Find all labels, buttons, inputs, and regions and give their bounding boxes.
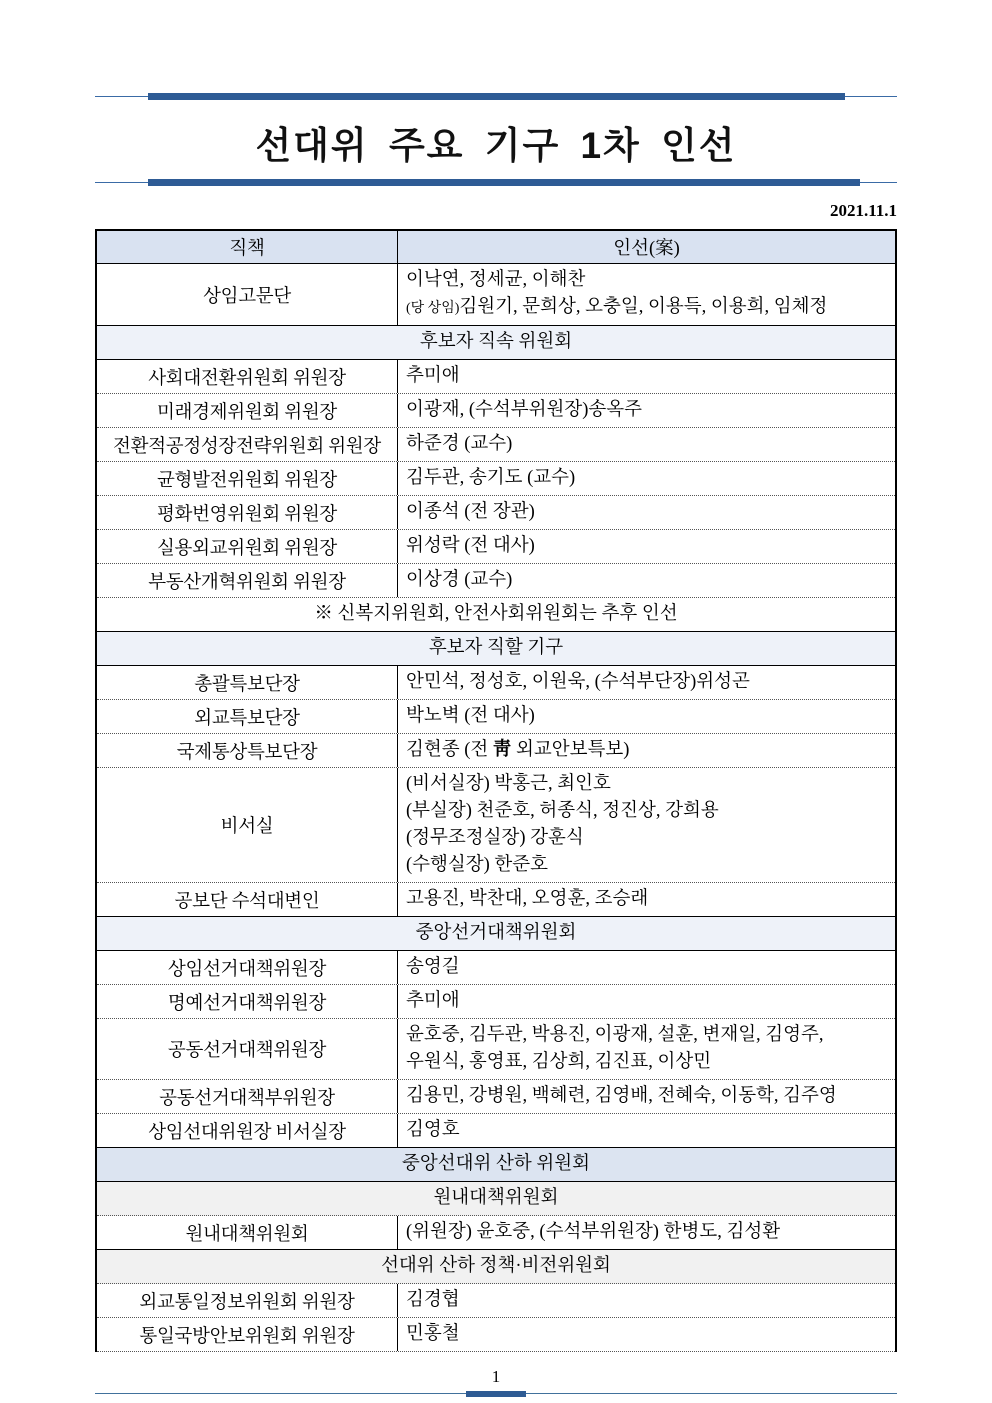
- title-underline-band: [0, 179, 992, 187]
- appointment-line: [406, 798, 887, 825]
- appointment-line: [406, 397, 887, 424]
- page-number: 1: [491, 1367, 501, 1386]
- section-row: [97, 1182, 895, 1216]
- appointment-cell: [398, 360, 895, 393]
- appointment-cell: [398, 883, 895, 916]
- appointment-line: [406, 1083, 887, 1110]
- position-cell: 상임선거대책위원장: [97, 951, 398, 984]
- appointment-text: (부실장) 천준호, 허종식, 정진상, 강희용: [406, 801, 719, 821]
- table-row: [97, 1216, 895, 1250]
- position-cell: 공동선거대책위원장: [97, 1019, 398, 1079]
- top-accent-band: [0, 93, 992, 101]
- footer-accent-tick: [466, 1391, 526, 1397]
- appointment-text: 외교안보특보): [511, 740, 630, 760]
- table-row: [97, 768, 895, 883]
- page-footer: [0, 1366, 992, 1400]
- appointment-line: [406, 499, 887, 526]
- table-row: [97, 1019, 895, 1080]
- table-row: [97, 700, 895, 734]
- appointment-text: 김경협: [406, 1290, 460, 1310]
- table-row: [97, 264, 895, 326]
- appointment-line: [406, 771, 887, 798]
- table-row: [97, 462, 895, 496]
- appointment-cell: [398, 1216, 895, 1249]
- section-label: 중앙선거대책위원회: [415, 923, 577, 943]
- appointment-cell: [398, 462, 895, 495]
- position-cell: 외교특보단장: [97, 700, 398, 733]
- appointment-cell: [398, 530, 895, 563]
- appointment-line: [406, 1219, 887, 1246]
- appointment-text: 김용민, 강병원, 백혜련, 김영배, 전혜숙, 이동학, 김주영: [406, 1086, 837, 1106]
- footer-rule: [0, 1390, 992, 1400]
- table-header-row: [97, 231, 895, 264]
- header-position-col: 직책: [97, 231, 398, 263]
- appointment-line: [406, 533, 887, 560]
- appointment-cell: [398, 1080, 895, 1113]
- appointment-cell: [398, 1114, 895, 1147]
- position-cell: 명예선거대책위원장: [97, 985, 398, 1018]
- appointment-text: 추미애: [406, 991, 460, 1011]
- table-row: [97, 1114, 895, 1148]
- appointment-line: [406, 1321, 887, 1348]
- appointment-cell: [398, 496, 895, 529]
- section-row: [97, 917, 895, 951]
- table-row: [97, 1080, 895, 1114]
- appointment-cell: [398, 951, 895, 984]
- appointment-cell: [398, 700, 895, 733]
- appointment-cell: [398, 428, 895, 461]
- table-row: [97, 666, 895, 700]
- section-row: [97, 632, 895, 666]
- appointment-text: 추미애: [406, 366, 460, 386]
- appointment-line: [406, 852, 887, 879]
- section-label: 중앙선대위 산하 위원회: [402, 1154, 590, 1174]
- appointment-cell: [398, 1318, 895, 1351]
- section-row: [97, 1148, 895, 1182]
- appointment-cell: [398, 1019, 895, 1079]
- appointment-text: 김원기, 문희상, 오충일, 이용득, 이용희, 임체정: [459, 297, 828, 317]
- appointment-line: [406, 988, 887, 1015]
- position-cell: 외교통일정보위원회 위원장: [97, 1284, 398, 1317]
- appointment-line: [406, 567, 887, 594]
- appointment-text: (위원장) 윤호중, (수석부위원장) 한병도, 김성환: [406, 1222, 781, 1242]
- appointment-text: 민홍철: [406, 1324, 460, 1344]
- appointment-text: 우원식, 홍영표, 김상희, 김진표, 이상민: [406, 1052, 712, 1072]
- appointment-line: [406, 703, 887, 730]
- position-cell: 평화번영위원회 위원장: [97, 496, 398, 529]
- header-appointment-col: 인선(案): [613, 239, 680, 259]
- appointment-line: [406, 363, 887, 390]
- appointment-line: [406, 737, 887, 764]
- appointment-line: [406, 294, 887, 322]
- section-label: 후보자 직속 위원회: [419, 332, 573, 352]
- appointment-cell: [398, 394, 895, 427]
- appointment-text: 송영길: [406, 957, 460, 977]
- appointment-text: (수행실장) 한준호: [406, 855, 549, 875]
- position-cell: 총괄특보단장: [97, 666, 398, 699]
- appointment-text: 이낙연, 정세균, 이해찬: [406, 270, 586, 290]
- appointment-text: 김두관, 송기도 (교수): [406, 468, 576, 488]
- table-body: [97, 264, 895, 1352]
- appointment-text: 김영호: [406, 1120, 460, 1140]
- position-cell: 전환적공정성장전략위원회 위원장: [97, 428, 398, 461]
- position-cell: 상임선대위원장 비서실장: [97, 1114, 398, 1147]
- position-cell: 공보단 수석대변인: [97, 883, 398, 916]
- section-label: 원내대책위원회: [433, 1188, 559, 1208]
- appointment-text: 김현종 (전: [406, 740, 493, 760]
- position-cell: 실용외교위원회 위원장: [97, 530, 398, 563]
- table-row: [97, 360, 895, 394]
- table-row: [97, 985, 895, 1019]
- section-label: 선대위 산하 정책·비전위원회: [381, 1256, 611, 1276]
- appointment-cell: [398, 666, 895, 699]
- table-row: [97, 394, 895, 428]
- appointment-text: 위성락 (전 대사): [406, 536, 535, 556]
- appointment-cell: [398, 985, 895, 1018]
- appointment-cell: [398, 1284, 895, 1317]
- position-cell: 원내대책위원회: [97, 1216, 398, 1249]
- table-row: [97, 428, 895, 462]
- position-cell: 부동산개혁위원회 위원장: [97, 564, 398, 597]
- appointment-text: 박노벽 (전 대사): [406, 706, 535, 726]
- appointment-cell: [398, 564, 895, 597]
- appointment-text: (정무조정실장) 강훈식: [406, 828, 584, 848]
- table-row: [97, 530, 895, 564]
- position-cell: 통일국방안보위원회 위원장: [97, 1318, 398, 1351]
- table-row: [97, 734, 895, 768]
- appointment-text: 윤호중, 김두관, 박용진, 이광재, 설훈, 변재일, 김영주,: [406, 1025, 824, 1045]
- title-accent-bar: [148, 179, 860, 186]
- position-cell: 국제통상특보단장: [97, 734, 398, 767]
- appointment-line: [406, 825, 887, 852]
- position-cell: 공동선거대책부위원장: [97, 1080, 398, 1113]
- appointment-line: [406, 1022, 887, 1049]
- appointment-line: [406, 886, 887, 913]
- appointment-line: [406, 1117, 887, 1144]
- appointment-line: [406, 465, 887, 492]
- appointment-line: [406, 267, 887, 294]
- appointment-text: 이광재, (수석부위원장)송옥주: [406, 400, 643, 420]
- section-row: [97, 326, 895, 360]
- appointment-cell: [398, 264, 895, 325]
- appointment-text: 이상경 (교수): [406, 570, 513, 590]
- top-accent-bar: [148, 93, 845, 100]
- appointment-text: 하준경 (교수): [406, 434, 513, 454]
- appointment-text: (비서실장) 박홍근, 최인호: [406, 774, 611, 794]
- appointment-line: [406, 431, 887, 458]
- table-row: [97, 1318, 895, 1352]
- table-row: [97, 1284, 895, 1318]
- note-label: ※ 신복지위원회, 안전사회위원회는 추후 인선: [314, 604, 678, 624]
- position-cell: 비서실: [97, 768, 398, 882]
- table-row: [97, 564, 895, 598]
- table-row: [97, 951, 895, 985]
- position-cell: 미래경제위원회 위원장: [97, 394, 398, 427]
- appointment-line: [406, 1287, 887, 1314]
- appointment-text: 靑: [492, 740, 512, 760]
- position-cell: 균형발전위원회 위원장: [97, 462, 398, 495]
- note-row: [97, 598, 895, 632]
- appointment-cell: [398, 734, 895, 767]
- appointment-line: [406, 1049, 887, 1076]
- section-row: [97, 1250, 895, 1284]
- appointments-table: [95, 229, 897, 1352]
- appointment-text: 안민석, 정성호, 이원욱, (수석부단장)위성곤: [406, 672, 750, 692]
- appointment-text: (당 상임): [406, 301, 460, 316]
- appointment-line: [406, 954, 887, 981]
- appointment-text: 고용진, 박찬대, 오영훈, 조승래: [406, 889, 649, 909]
- page-title: 선대위 주요 기구 1차 인선: [255, 125, 737, 166]
- table-row: [97, 883, 895, 917]
- position-cell: 사회대전환위원회 위원장: [97, 360, 398, 393]
- appointment-line: [406, 669, 887, 696]
- section-label: 후보자 직할 기구: [428, 638, 564, 658]
- table-row: [97, 496, 895, 530]
- appointment-text: 이종석 (전 장관): [406, 502, 535, 522]
- appointment-cell: [398, 768, 895, 882]
- document-date: 2021.11.1: [829, 201, 897, 220]
- position-cell: 상임고문단: [97, 264, 398, 325]
